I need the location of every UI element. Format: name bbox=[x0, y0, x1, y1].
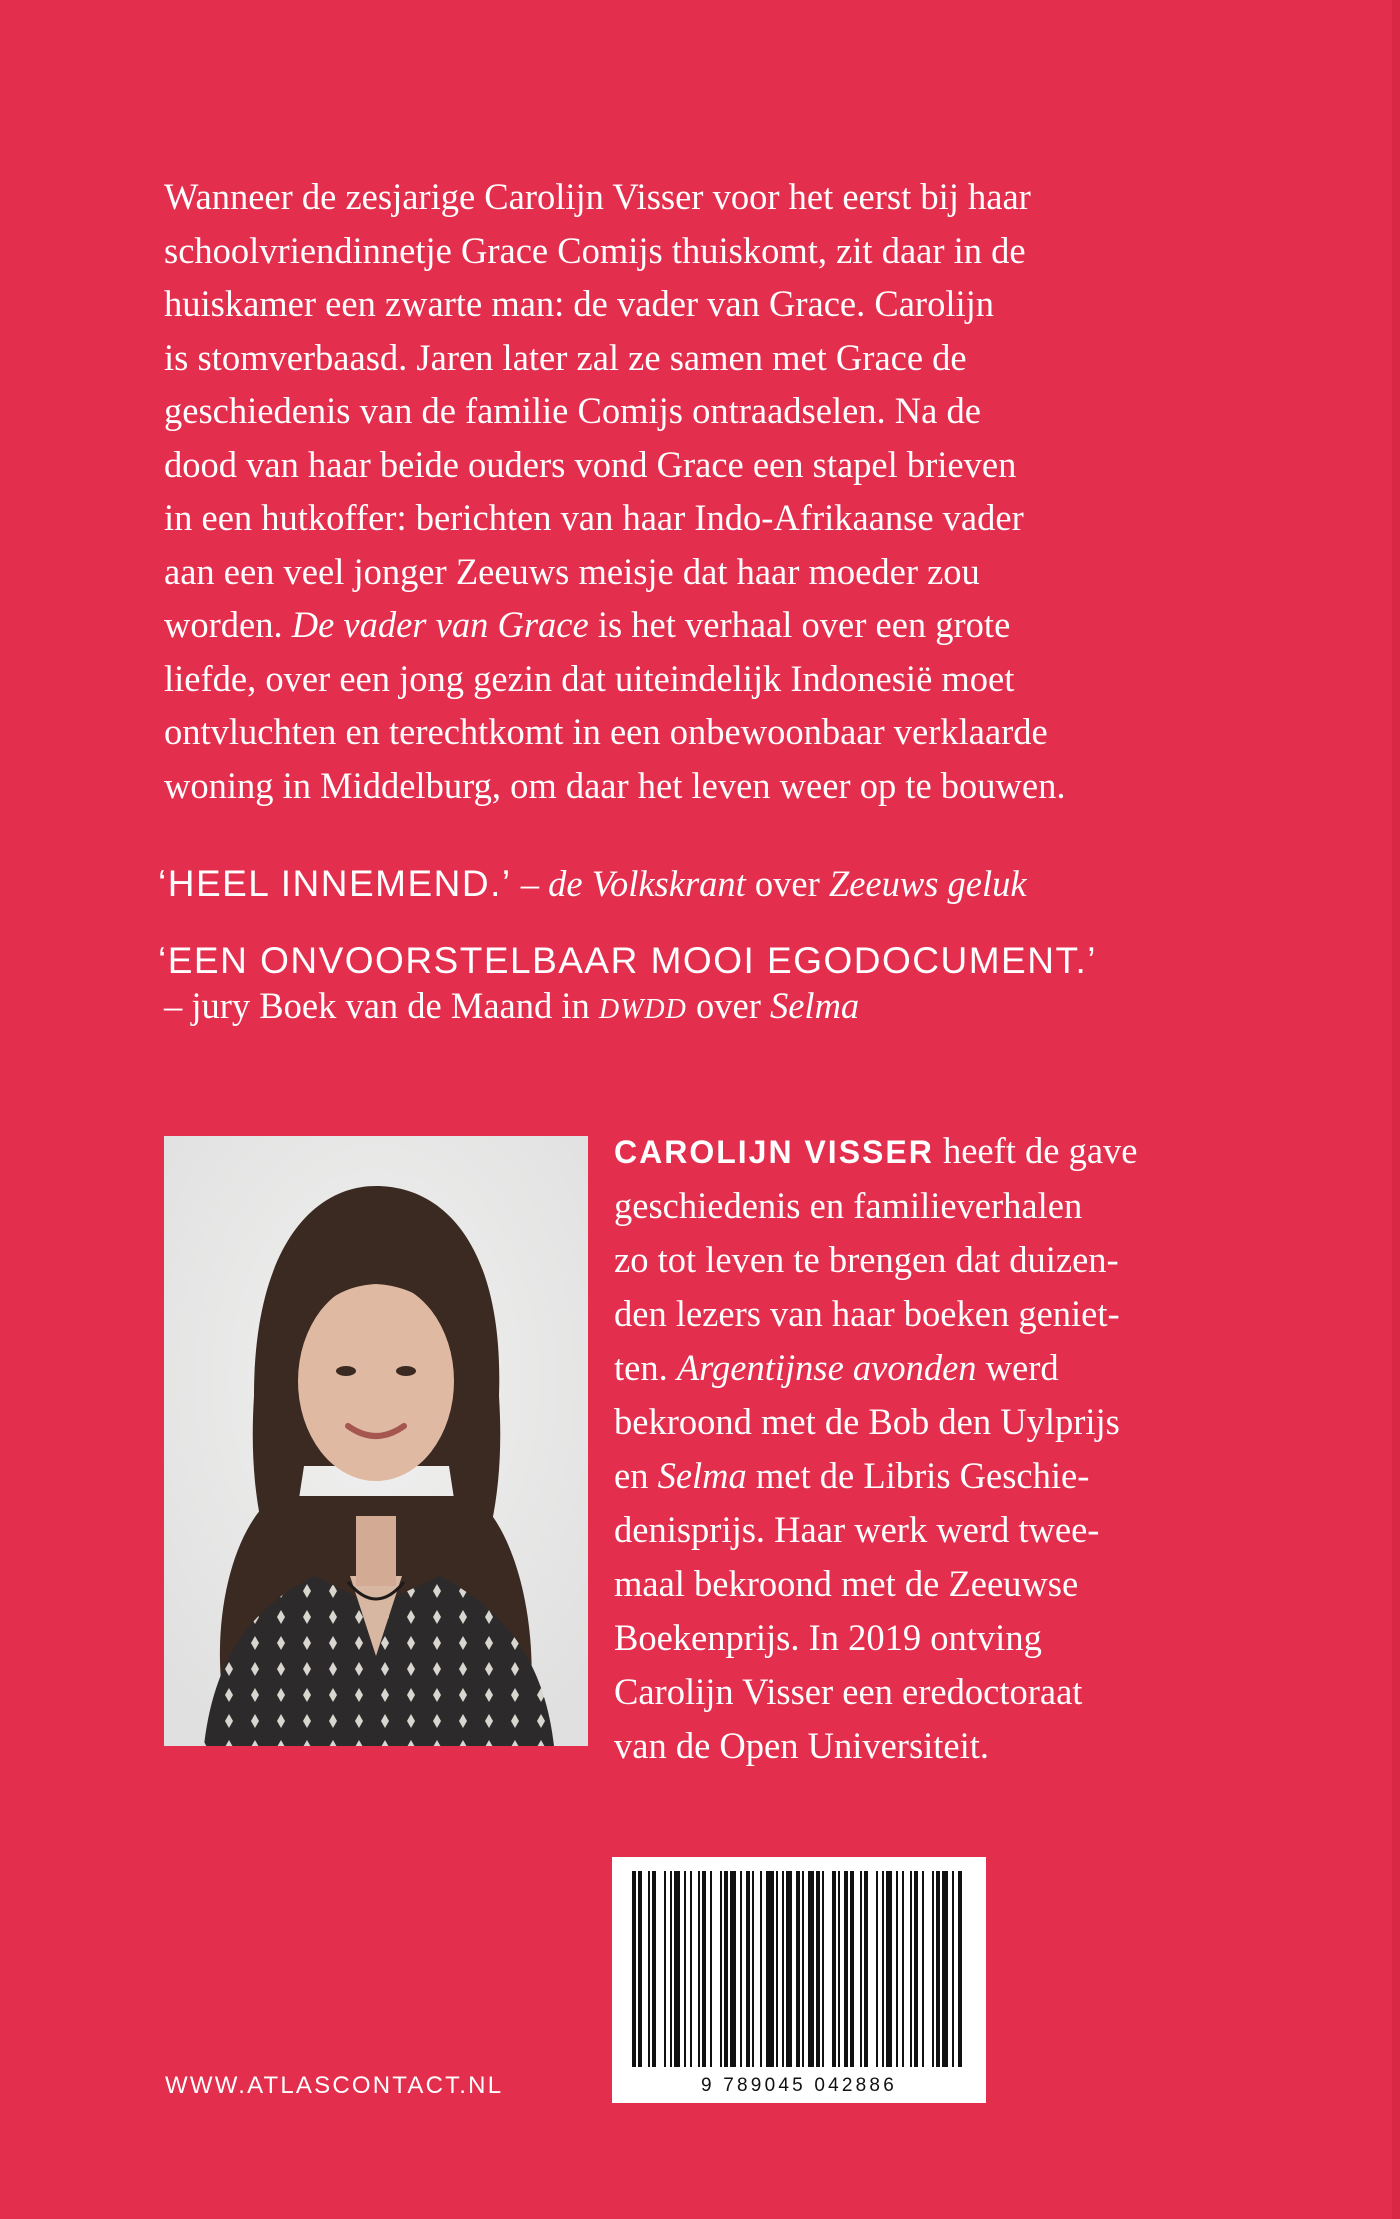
blurb-line: aan een veel jonger Zeeuws meisje dat haar moeder zou bbox=[164, 550, 980, 592]
barcode-bar bbox=[844, 1871, 848, 2067]
barcode-bar bbox=[932, 1871, 934, 2067]
isbn-digits: 9 789045 042886 bbox=[701, 2075, 897, 2096]
quote-text: ‘HEEL INNEMEND.’ bbox=[158, 863, 512, 904]
barcode-bar bbox=[652, 1871, 656, 2067]
bio-line: denisprijs. Haar werk werd twee- bbox=[614, 1509, 1100, 1550]
barcode-bar bbox=[786, 1871, 792, 2067]
barcode-bar bbox=[822, 1871, 824, 2067]
bio-line: Carolijn Visser een eredoctoraat bbox=[614, 1671, 1083, 1712]
blurb-line bbox=[164, 598, 1244, 652]
barcode-bar bbox=[664, 1871, 666, 2067]
barcode-bar bbox=[648, 1871, 650, 2067]
author-photo bbox=[164, 1136, 588, 1746]
quote-text: ‘EEN ONVOORSTELBAAR MOOI EGODOCUMENT.’ bbox=[158, 940, 1097, 981]
barcode-bar bbox=[864, 1871, 868, 2067]
barcode-bar bbox=[670, 1871, 672, 2067]
barcode-bar bbox=[910, 1871, 912, 2067]
barcode-bar bbox=[684, 1871, 686, 2067]
quote-show: DWDD bbox=[598, 994, 687, 1025]
barcode-bar bbox=[720, 1871, 722, 2067]
bio-text-fragment: ten. bbox=[614, 1347, 677, 1388]
barcode-bar bbox=[796, 1871, 800, 2067]
blurb-line: Wanneer de zesjarige Carolijn Visser voor het eerst bij haar bbox=[164, 176, 1031, 217]
barcode-bar bbox=[882, 1871, 884, 2067]
barcode-bar bbox=[710, 1871, 712, 2067]
barcode-bar bbox=[724, 1871, 728, 2067]
barcode-bar bbox=[674, 1871, 680, 2067]
book-title: Argentijnse avonden bbox=[676, 1347, 977, 1388]
bio-line: zo tot leven te brengen dat duizen- bbox=[614, 1239, 1119, 1280]
barcode-bar bbox=[760, 1871, 762, 2067]
barcode-bar bbox=[902, 1871, 904, 2067]
bio-text-fragment: met de Libris Geschie- bbox=[746, 1455, 1090, 1496]
blurb-line: liefde, over een jong gezin dat uiteindelijk Indonesië moet bbox=[164, 657, 1015, 699]
blurb-line: ontvluchten en terechtkomt in een onbewoonbaar verklaarde bbox=[164, 711, 1048, 752]
barcode-bar bbox=[850, 1871, 854, 2067]
blurb-line: geschiedenis van de familie Comijs ontraadselen. Na de bbox=[164, 390, 981, 431]
cover-edge bbox=[1392, 0, 1400, 2219]
barcode-bar bbox=[808, 1871, 814, 2067]
book-title: Selma bbox=[657, 1455, 747, 1496]
blurb-text bbox=[164, 170, 1244, 812]
bio-line: maal bekroond met de Zeeuwse bbox=[614, 1563, 1079, 1604]
barcode-bar bbox=[776, 1871, 778, 2067]
barcode-bar bbox=[766, 1871, 774, 2067]
quote-over: over bbox=[686, 985, 770, 1026]
barcode-bar bbox=[838, 1871, 840, 2067]
quote-book-title: Selma bbox=[769, 985, 860, 1026]
barcode-bar bbox=[802, 1871, 804, 2067]
bio-line: van de Open Universiteit. bbox=[614, 1725, 990, 1766]
blurb-line: woning in Middelburg, om daar het leven weer op te bouwen. bbox=[164, 764, 1066, 806]
review-quote bbox=[158, 940, 1258, 1027]
publisher-url: WWW.ATLASCONTACT.NL bbox=[165, 2072, 504, 2099]
barcode-bar bbox=[752, 1871, 754, 2067]
barcode-bar bbox=[886, 1871, 892, 2067]
barcode-bar bbox=[922, 1871, 924, 2067]
blurb-line: huiskamer een zwarte man: de vader van Grace. Carolijn bbox=[164, 283, 995, 324]
barcode-bar bbox=[816, 1871, 820, 2067]
barcode-bar bbox=[936, 1871, 940, 2067]
barcode-bar bbox=[698, 1871, 700, 2067]
bio-line bbox=[614, 1124, 1254, 1179]
author-bio bbox=[614, 1124, 1254, 1773]
quote-attribution-text: – jury Boek van de Maand in bbox=[164, 985, 599, 1026]
book-title: De vader van Grace bbox=[291, 604, 589, 645]
barcode-bar bbox=[632, 1871, 636, 2067]
barcode-bar bbox=[876, 1871, 878, 2067]
blurb-line: is stomverbaasd. Jaren later zal ze samen met Grace de bbox=[164, 336, 967, 378]
bio-text-fragment: werd bbox=[976, 1347, 1059, 1388]
bio-text-fragment: heeft de gave bbox=[933, 1130, 1138, 1171]
blurb-line: schoolvriendinnetje Grace Comijs thuiskomt, zit daar in de bbox=[164, 229, 1026, 271]
bio-line: bekroond met de Bob den Uylprijs bbox=[614, 1401, 1120, 1442]
author-name: CAROLIJN VISSER bbox=[614, 1134, 934, 1170]
barcode-bar bbox=[782, 1871, 784, 2067]
quote-over: over bbox=[745, 863, 829, 904]
review-quote bbox=[158, 862, 1258, 905]
isbn-barcode bbox=[612, 1857, 986, 2103]
bio-line bbox=[614, 1449, 1254, 1503]
barcode-bar bbox=[740, 1871, 742, 2067]
barcode-bar bbox=[690, 1871, 692, 2067]
barcode-bar bbox=[638, 1871, 642, 2067]
barcode-bars bbox=[612, 1857, 986, 2103]
blurb-line: in een hutkoffer: berichten van haar Indo-Afrikaanse vader bbox=[164, 497, 1024, 538]
quote-book-title: Zeeuws geluk bbox=[828, 863, 1027, 904]
bio-line: geschiedenis en familieverhalen bbox=[614, 1185, 1083, 1226]
quote-source: de Volkskrant bbox=[548, 863, 746, 904]
barcode-bar bbox=[702, 1871, 706, 2067]
blurb-text-fragment: is het verhaal over een grote bbox=[588, 604, 1011, 645]
bio-text-fragment: en bbox=[614, 1455, 658, 1496]
barcode-bar bbox=[958, 1871, 962, 2067]
barcode-bar bbox=[860, 1871, 862, 2067]
bio-line: den lezers van haar boeken geniet- bbox=[614, 1293, 1120, 1334]
barcode-bar bbox=[832, 1871, 836, 2067]
bio-line: Boekenprijs. In 2019 ontving bbox=[614, 1617, 1042, 1658]
blurb-text-fragment: worden. bbox=[164, 604, 292, 645]
quote-dash: – bbox=[511, 863, 549, 904]
barcode-bar bbox=[914, 1871, 918, 2067]
barcode-bar bbox=[896, 1871, 898, 2067]
blurb-line: dood van haar beide ouders vond Grace een stapel brieven bbox=[164, 443, 1017, 485]
barcode-bar bbox=[952, 1871, 954, 2067]
barcode-bar bbox=[942, 1871, 948, 2067]
barcode-bar bbox=[730, 1871, 736, 2067]
bio-line bbox=[614, 1341, 1254, 1395]
quote-attribution bbox=[158, 984, 1258, 1027]
barcode-bar bbox=[746, 1871, 750, 2067]
